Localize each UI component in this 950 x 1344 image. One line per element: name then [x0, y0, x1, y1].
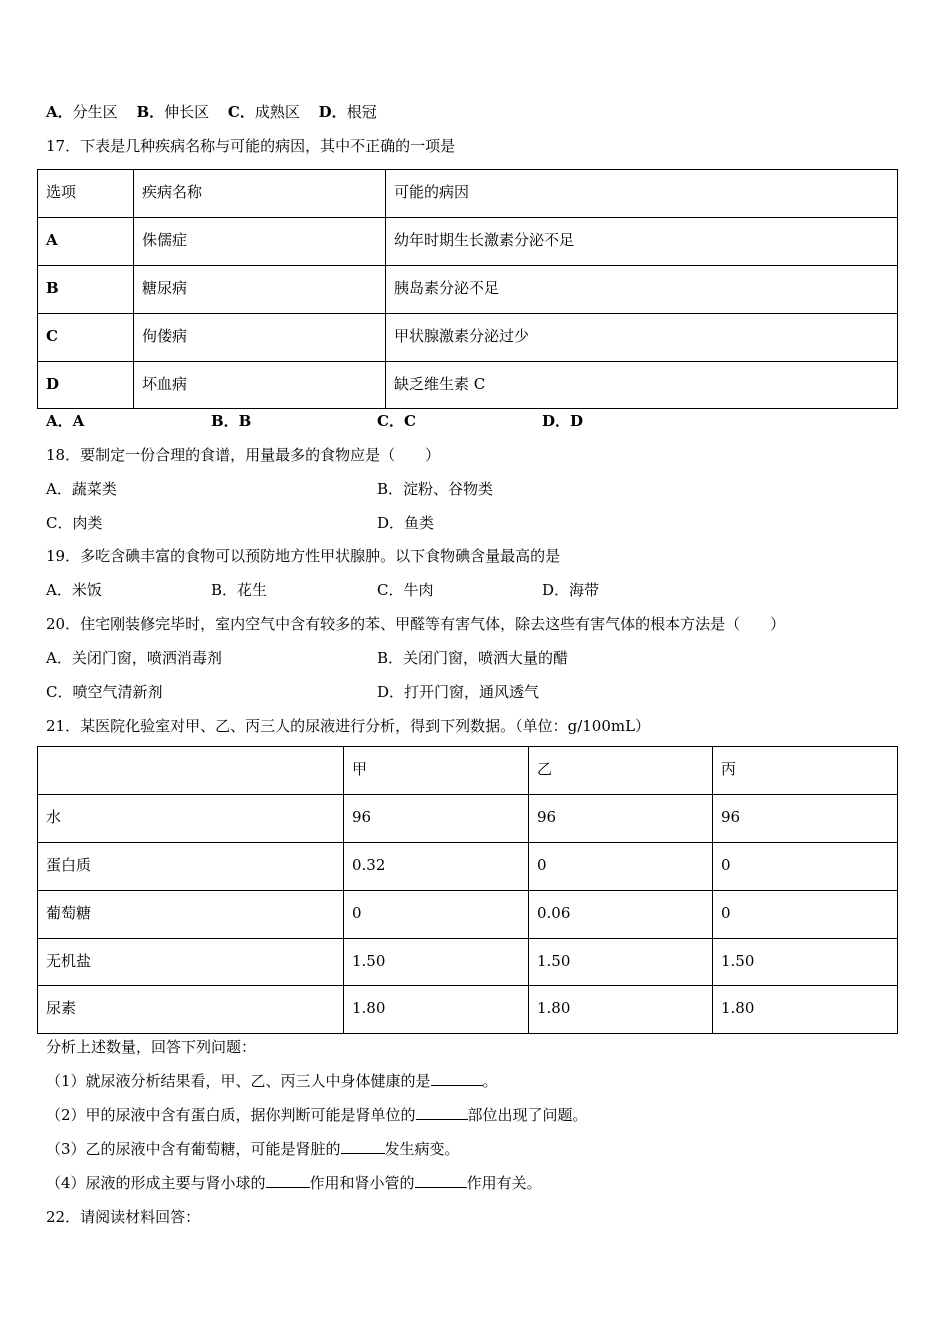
- q18-stem: 18．要制定一份合理的食谱，用量最多的食物应是（ ）: [46, 446, 441, 464]
- q20-option-b[interactable]: B．关闭门窗，喷洒大量的醋: [377, 649, 569, 667]
- table-header-cell: 疾病名称: [134, 170, 386, 218]
- q16-option-c[interactable]: C．成熟区: [227, 103, 300, 121]
- q17-option-d[interactable]: D．D: [542, 412, 584, 430]
- table-row: [38, 218, 898, 266]
- q19-option-c[interactable]: C．牛肉: [377, 581, 434, 599]
- q16-options: [46, 102, 377, 122]
- q17-option-b[interactable]: B．B: [211, 412, 252, 430]
- table-cell: 0: [529, 843, 713, 891]
- table-cell: 缺乏维生素 C: [386, 362, 898, 409]
- table-cell: 1.80: [344, 986, 529, 1034]
- answer-blank[interactable]: [266, 1173, 310, 1188]
- table-header-row: [38, 747, 898, 795]
- table-cell: C: [38, 314, 134, 362]
- table-row: [38, 986, 898, 1034]
- q22-stem: 22．请阅读材料回答：: [46, 1208, 201, 1226]
- q20-option-a[interactable]: A．关闭门窗，喷洒消毒剂: [46, 649, 222, 667]
- q19-option-a[interactable]: A．米饭: [46, 581, 102, 599]
- table-row: [38, 795, 898, 843]
- q21-sub-4: （4）尿液的形成主要与肾小球的 作用和肾小管的 作用有关。: [46, 1174, 542, 1192]
- q21-stem: 21．某医院化验室对甲、乙、丙三人的尿液进行分析，得到下列数据。（单位：g/100mL）: [46, 717, 651, 735]
- table-header-row: [38, 170, 898, 218]
- table-row: [38, 891, 898, 939]
- table-cell: 0.06: [529, 891, 713, 939]
- table-cell: 1.50: [529, 939, 713, 986]
- table-cell: 侏儒症: [134, 218, 386, 266]
- table-header-cell: 甲: [344, 747, 529, 795]
- table-cell: 1.80: [713, 986, 898, 1034]
- table-row: [38, 843, 898, 891]
- q18-option-c[interactable]: C．肉类: [46, 514, 103, 532]
- q20-option-d[interactable]: D．打开门窗，通风透气: [377, 683, 540, 701]
- table-cell: 糖尿病: [134, 266, 386, 314]
- q19-stem: 19．多吃含碘丰富的食物可以预防地方性甲状腺肿。以下食物碘含量最高的是: [46, 547, 561, 565]
- q19-option-b[interactable]: B．花生: [211, 581, 268, 599]
- table-cell: 96: [344, 795, 529, 843]
- q18-option-d[interactable]: D．鱼类: [377, 514, 435, 532]
- table-row: [38, 314, 898, 362]
- table-cell: 96: [529, 795, 713, 843]
- q17-stem: 17．下表是几种疾病名称与可能的病因，其中不正确的一项是: [46, 137, 456, 155]
- table-row: [38, 362, 898, 409]
- q18-option-a[interactable]: A．蔬菜类: [46, 480, 117, 498]
- table-header-cell: 乙: [529, 747, 713, 795]
- q21-sub-1: （1）就尿液分析结果看，甲、乙、丙三人中身体健康的是 。: [46, 1072, 498, 1090]
- table-header-cell: [38, 747, 344, 795]
- q20-stem: 20．住宅刚装修完毕时，室内空气中含有较多的苯、甲醛等有害气体，除去这些有害气体的根本方法是（ ）: [46, 615, 786, 633]
- table-cell: 坏血病: [134, 362, 386, 409]
- q20-option-c[interactable]: C．喷空气清新剂: [46, 683, 163, 701]
- answer-blank[interactable]: [416, 1105, 468, 1120]
- table-cell: B: [38, 266, 134, 314]
- q21-sub-3: （3）乙的尿液中含有葡萄糖，可能是肾脏的 发生病变。: [46, 1140, 460, 1158]
- table-row: [38, 266, 898, 314]
- q21-sub-2: （2）甲的尿液中含有蛋白质，据你判断可能是肾单位的 部位出现了问题。: [46, 1106, 588, 1124]
- table-header-cell: 丙: [713, 747, 898, 795]
- table-cell: 1.50: [344, 939, 529, 986]
- q21-intro: 分析上述数量，回答下列问题：: [46, 1038, 257, 1056]
- q17-table: [37, 169, 898, 409]
- table-cell: 0: [713, 891, 898, 939]
- table-cell: 尿素: [38, 986, 344, 1034]
- answer-blank[interactable]: [415, 1173, 467, 1188]
- q21-table: [37, 746, 898, 1034]
- table-cell: 0: [344, 891, 529, 939]
- table-cell: 1.50: [713, 939, 898, 986]
- table-cell: 96: [713, 795, 898, 843]
- table-cell: 葡萄糖: [38, 891, 344, 939]
- table-row: [38, 939, 898, 986]
- q18-option-b[interactable]: B．淀粉、谷物类: [377, 480, 494, 498]
- table-cell: 水: [38, 795, 344, 843]
- q16-option-b[interactable]: B．伸长区: [136, 103, 210, 121]
- q17-option-c[interactable]: C．C: [377, 412, 416, 430]
- table-cell: 胰岛素分泌不足: [386, 266, 898, 314]
- table-cell: D: [38, 362, 134, 409]
- table-header-cell: 可能的病因: [386, 170, 898, 218]
- table-cell: A: [38, 218, 134, 266]
- table-header-cell: 选项: [38, 170, 134, 218]
- table-cell: 蛋白质: [38, 843, 344, 891]
- q16-option-a[interactable]: A．分生区: [46, 103, 118, 121]
- table-cell: 1.80: [529, 986, 713, 1034]
- table-cell: 0: [713, 843, 898, 891]
- answer-blank[interactable]: [341, 1139, 385, 1154]
- table-cell: 佝偻病: [134, 314, 386, 362]
- table-cell: 0.32: [344, 843, 529, 891]
- table-cell: 无机盐: [38, 939, 344, 986]
- table-cell: 甲状腺激素分泌过少: [386, 314, 898, 362]
- answer-blank[interactable]: [431, 1071, 483, 1086]
- q17-option-a[interactable]: A．A: [46, 412, 85, 430]
- q19-option-d[interactable]: D．海带: [542, 581, 600, 599]
- table-cell: 幼年时期生长激素分泌不足: [386, 218, 898, 266]
- q16-option-d[interactable]: D．根冠: [318, 103, 377, 121]
